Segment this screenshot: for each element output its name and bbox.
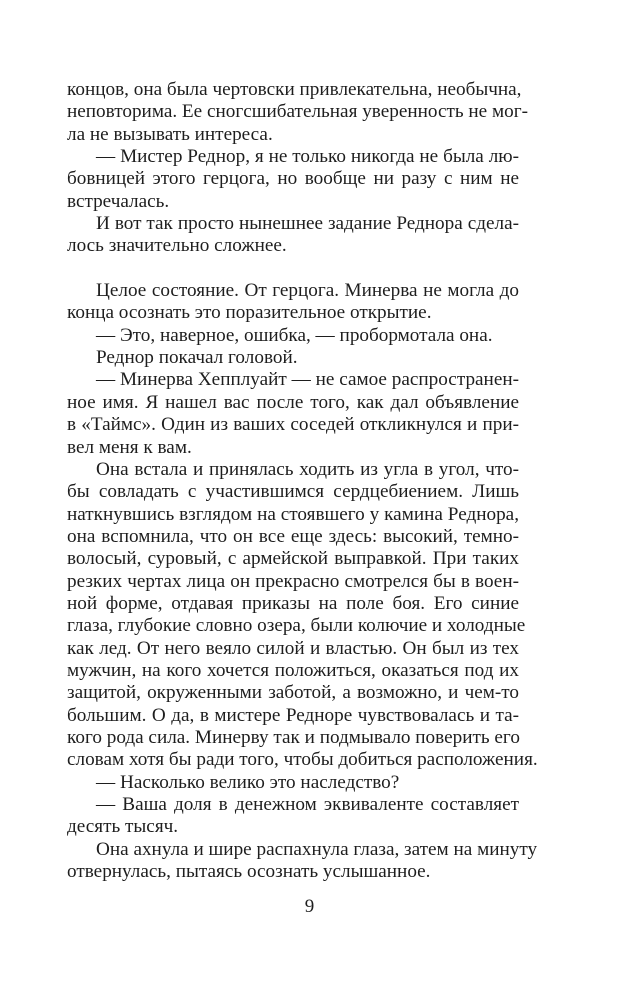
text-line: она вспомнила, что он все еще здесь: высокий, темно-: [67, 525, 519, 547]
text-line: бы совладать с участившимся сердцебиением. Лишь: [67, 481, 519, 503]
text-line: конца осознать это поразительное открытие.: [67, 302, 432, 324]
text-line: лось значительно сложнее.: [67, 235, 287, 257]
page-number: 9: [304, 896, 315, 917]
blank-line: [67, 258, 519, 280]
text-line: Она ахнула и шире распахнула глаза, затем на минуту: [96, 838, 538, 860]
text-line: — Мистер Реднор, я не только никогда не была лю-: [96, 146, 519, 168]
text-line: Реднор покачал головой.: [96, 347, 298, 369]
text-line: в «Таймс». Один из ваших соседей откликнулся и при-: [67, 414, 519, 436]
text-line: И вот так просто нынешнее задание Реднора сдела-: [96, 213, 519, 235]
text-line: — Ваша доля в денежном эквиваленте составляет: [96, 794, 519, 815]
text-line: — Насколько велико это наследство?: [96, 771, 400, 793]
text-line: концов, она была чертовски привлекательна, необычна,: [67, 79, 522, 100]
text-line: отвернулась, пытаясь осознать услышанное.: [67, 861, 431, 883]
text-line: мужчин, на кого хочется положиться, оказаться под их: [67, 659, 519, 681]
text-line: ное имя. Я нашел вас после того, как дал объявление: [67, 391, 519, 413]
text-line: волосый, суровый, с армейской выправкой. При таких: [67, 548, 519, 570]
text-line: словам хотя бы ради того, чтобы добиться расположения.: [67, 749, 538, 771]
text-line: ла не вызывать интереса.: [67, 123, 273, 145]
text-line: вел меня к вам.: [67, 436, 192, 458]
text-line: большим. О да, в мистере Редноре чувствовалась и та-: [67, 704, 519, 726]
text-line: — Минерва Хепплуайт — не самое распространен-: [96, 369, 519, 391]
text-line: защитой, окруженными заботой, а возможно, и чем-то: [67, 682, 519, 704]
text-line: как лед. От него веяло силой и властью. Он был из тех: [67, 637, 519, 659]
text-line: — Это, наверное, ошибка, — пробормотала она.: [96, 324, 493, 346]
text-line: десять тысяч.: [67, 816, 179, 838]
text-line: ной форме, отдавая приказы на поле боя. Его синие: [67, 592, 519, 614]
book-page-text: [67, 79, 538, 883]
text-line: наткнувшись взглядом на стоявшего у камина Реднора,: [67, 503, 519, 525]
text-line: встречалась.: [67, 190, 170, 212]
text-line: глаза, глубокие словно озера, были колючие и холодные: [67, 615, 526, 637]
text-line: бовницей этого герцога, но вообще ни разу с ним не: [67, 168, 519, 190]
text-line: Она встала и принялась ходить из угла в угол, что-: [96, 458, 519, 480]
text-line: Целое состояние. От герцога. Минерва не могла до: [96, 280, 519, 302]
text-line: резких чертах лица он прекрасно смотрелся бы в воен-: [67, 570, 519, 592]
text-line: кого рода сила. Минерву так и подмывало поверить его: [67, 726, 520, 748]
text-line: неповторима. Ее сногсшибательная уверенность не мог-: [67, 101, 528, 123]
